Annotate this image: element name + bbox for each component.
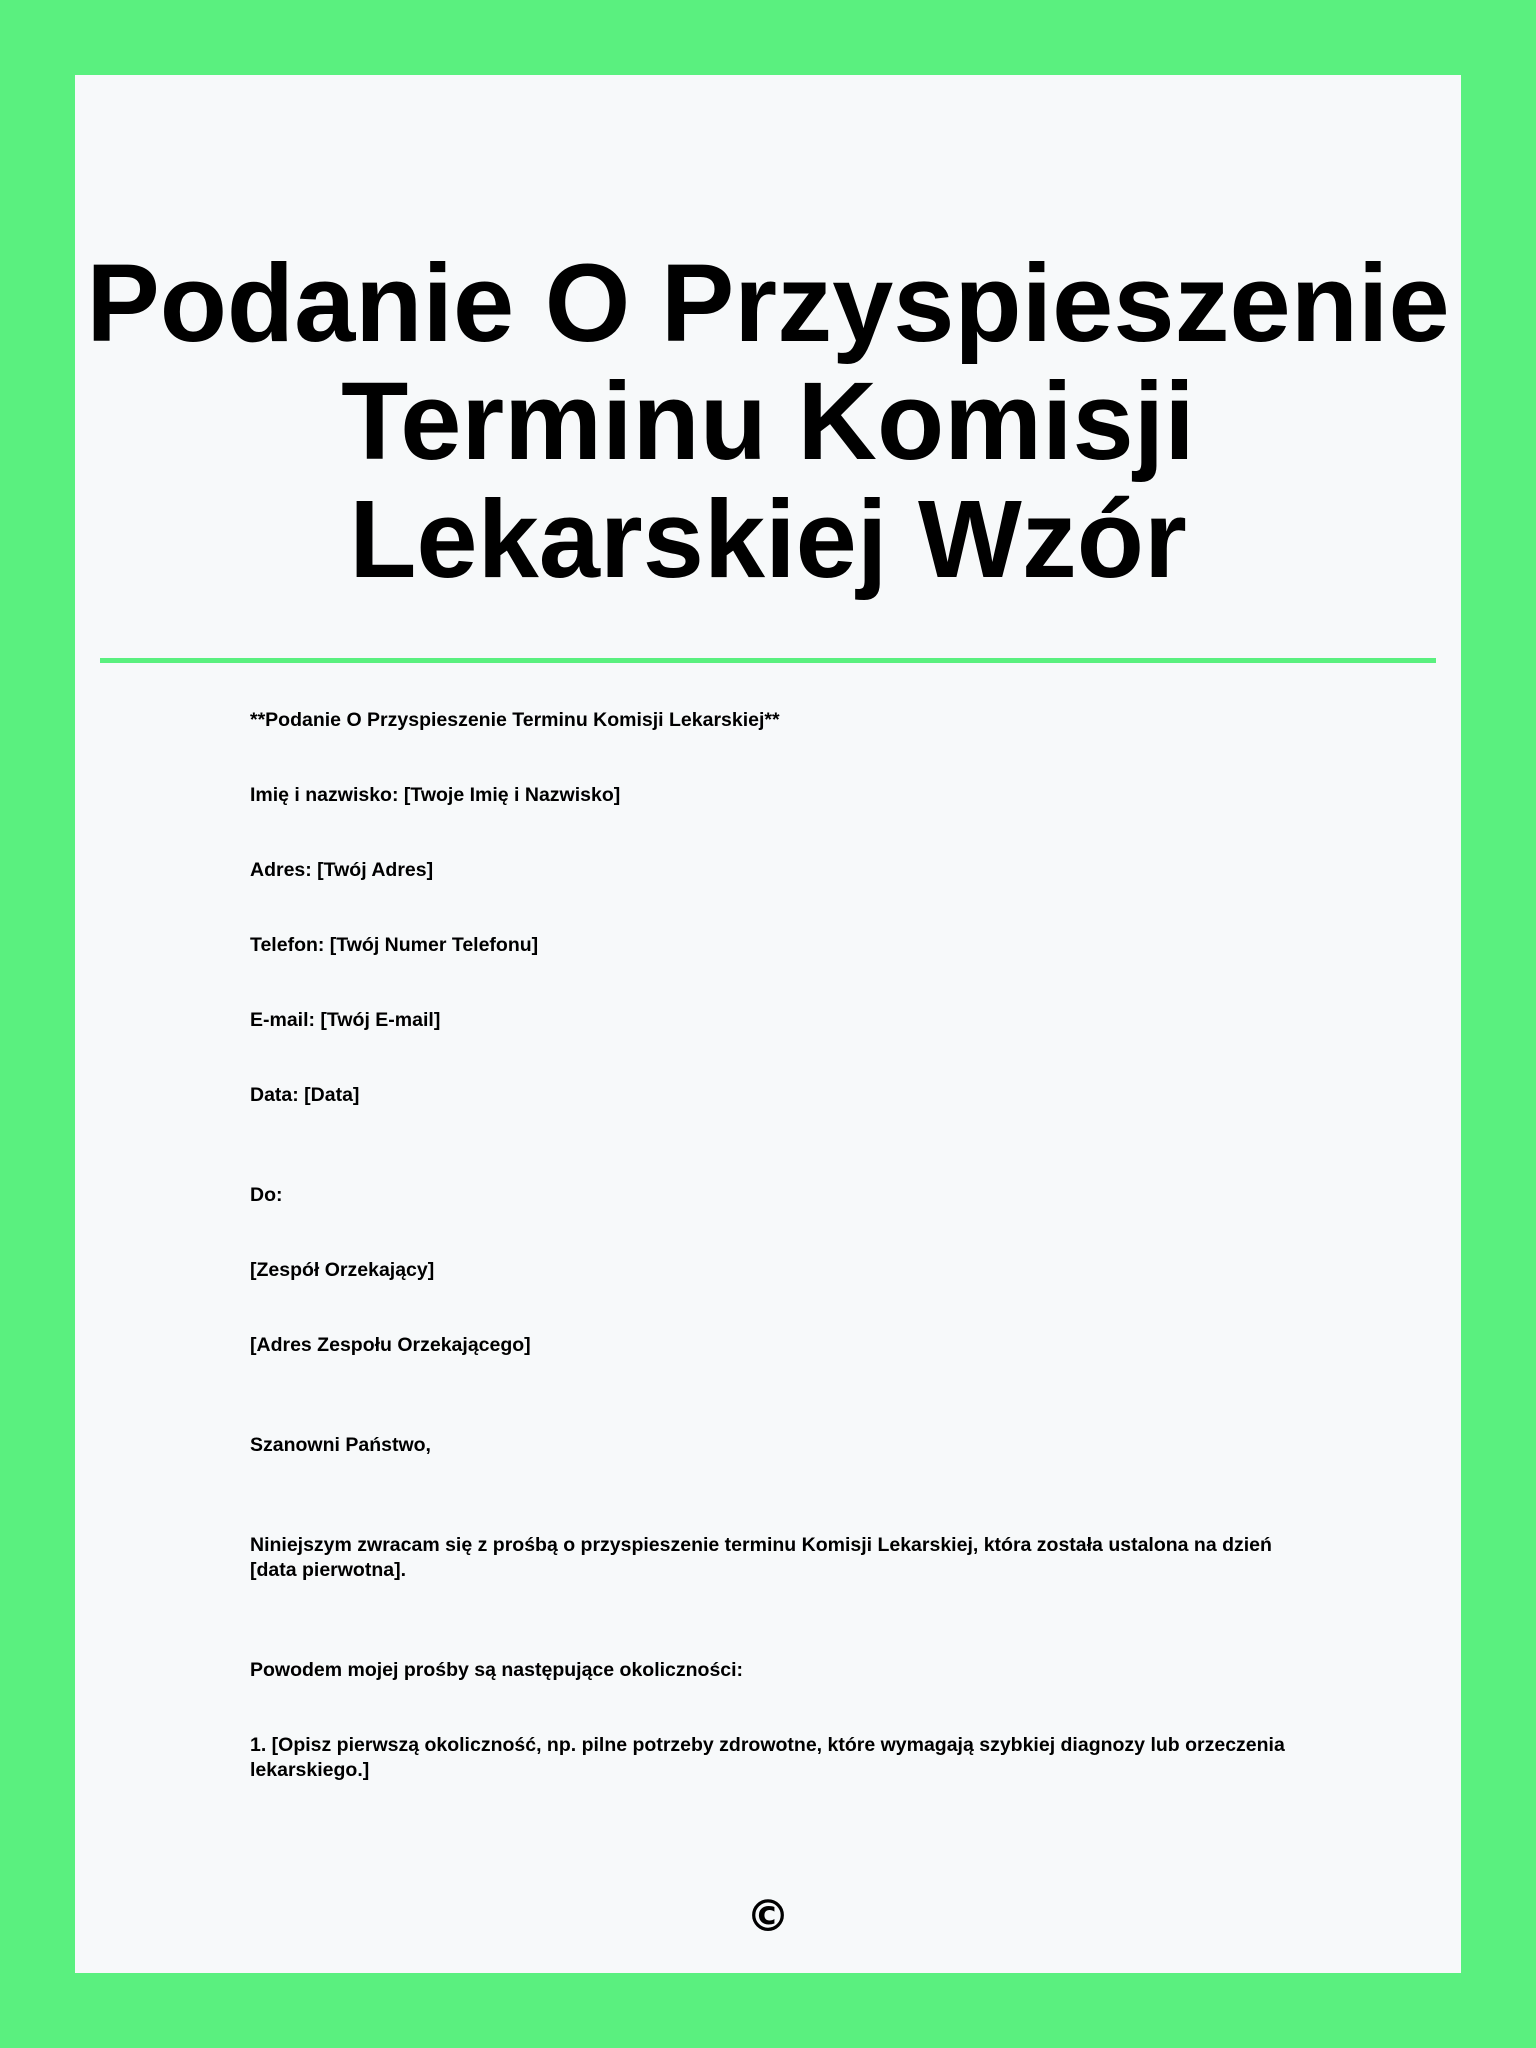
salutation: Szanowni Państwo, xyxy=(250,1434,431,1456)
recipient-line: [Zespół Orzekający] xyxy=(250,1259,435,1281)
reason-point-1: 1. [Opisz pierwszą okoliczność, np. pilne potrzeby zdrowotne, które wymagają szybkiej diagnozy lub orzeczenia lekarskiego.] xyxy=(250,1734,1285,1781)
date-line: Data: [Data] xyxy=(250,1084,360,1106)
paragraph-request: Niniejszym zwracam się z prośbą o przyspieszenie terminu Komisji Lekarskiej, która została ustalona na dzień [data pierwotna]. xyxy=(250,1534,1272,1581)
to-label: Do: xyxy=(250,1184,283,1206)
recipient-address-line: [Adres Zespołu Orzekającego] xyxy=(250,1334,531,1356)
title-divider xyxy=(100,658,1436,663)
name-line: Imię i nazwisko: [Twoje Imię i Nazwisko] xyxy=(250,784,621,806)
document-title: Podanie O Przyspieszenie Terminu Komisji Lekarskiej Wzór xyxy=(86,242,1450,601)
letter-heading: **Podanie O Przyspieszenie Terminu Komisji Lekarskiej** xyxy=(250,709,780,731)
paragraph-reasons: Powodem mojej prośby są następujące okoliczności: xyxy=(250,1659,744,1681)
email-line: E-mail: [Twój E-mail] xyxy=(250,1009,441,1031)
address-line: Adres: [Twój Adres] xyxy=(250,859,434,881)
phone-line: Telefon: [Twój Numer Telefonu] xyxy=(250,934,539,956)
copyright-symbol: © xyxy=(746,1891,790,1942)
document-page xyxy=(75,75,1461,1973)
